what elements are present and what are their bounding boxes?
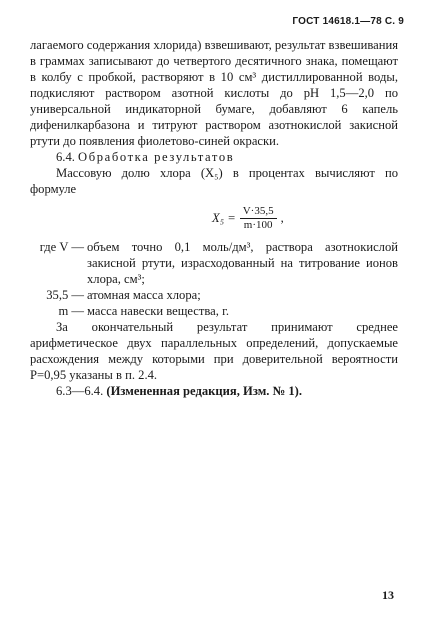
definition-text: объем точно 0,1 моль/дм³, раствора азотнокислой закисной ртути, израсходованный на титрование ионов хлора, см³; bbox=[87, 240, 398, 286]
page-number: 13 bbox=[382, 588, 394, 602]
amendment-ref: 6.3—6.4. bbox=[56, 384, 104, 398]
document-body bbox=[30, 37, 398, 399]
formula-lhs: X₅ = bbox=[212, 211, 236, 225]
amendment-note: (Измененная редакция, Изм. № 1). bbox=[106, 384, 303, 398]
paragraph-amendment bbox=[30, 383, 398, 399]
section-title: Обработка результатов bbox=[78, 150, 235, 164]
definition-term: где V — bbox=[39, 240, 84, 254]
paragraph-result: За окончательный результат принимают среднее арифметическое двух параллельных определений, допускаемые расхождения между которыми при доверительной вероятности P=0,95 указаны в п. 2.4. bbox=[30, 320, 398, 382]
definition-row bbox=[30, 239, 398, 287]
formula-numerator: V·35,5 bbox=[240, 205, 277, 219]
definition-text: масса навески вещества, г. bbox=[87, 304, 229, 318]
formula-denominator: m·100 bbox=[243, 218, 273, 231]
section-heading bbox=[30, 149, 398, 165]
definition-row bbox=[30, 287, 398, 303]
definition-term: m — bbox=[58, 304, 84, 318]
definition-text: атомная масса хлора; bbox=[87, 288, 201, 302]
formula bbox=[212, 203, 398, 233]
definition-row bbox=[30, 303, 398, 319]
paragraph-formula-intro: Массовую долю хлора (X₅) в процентах вычисляют по формуле bbox=[30, 166, 398, 196]
formula-fraction bbox=[240, 205, 277, 232]
definition-term: 35,5 — bbox=[46, 288, 84, 302]
formula-trail: , bbox=[280, 211, 284, 225]
section-number: 6.4. bbox=[56, 150, 75, 164]
paragraph-continuation: лагаемого содержания хлорида) взвешивают, результат взвешивания в граммах записывают до четвертого десятичного знака, помещают в колбу с пробкой, растворяют в 10 см³ дистиллированной воды, подкисляют раствором азотной кислоты до pH 1,5—2,0 по универсальной индикаторной бумаге, добавляют 6 капель дифенилкарбазона и титруют раствором азотнокислой закисной ртути до появления фиолетово-синей окраски. bbox=[30, 38, 398, 148]
page-header: ГОСТ 14618.1—78 С. 9 bbox=[292, 16, 404, 27]
